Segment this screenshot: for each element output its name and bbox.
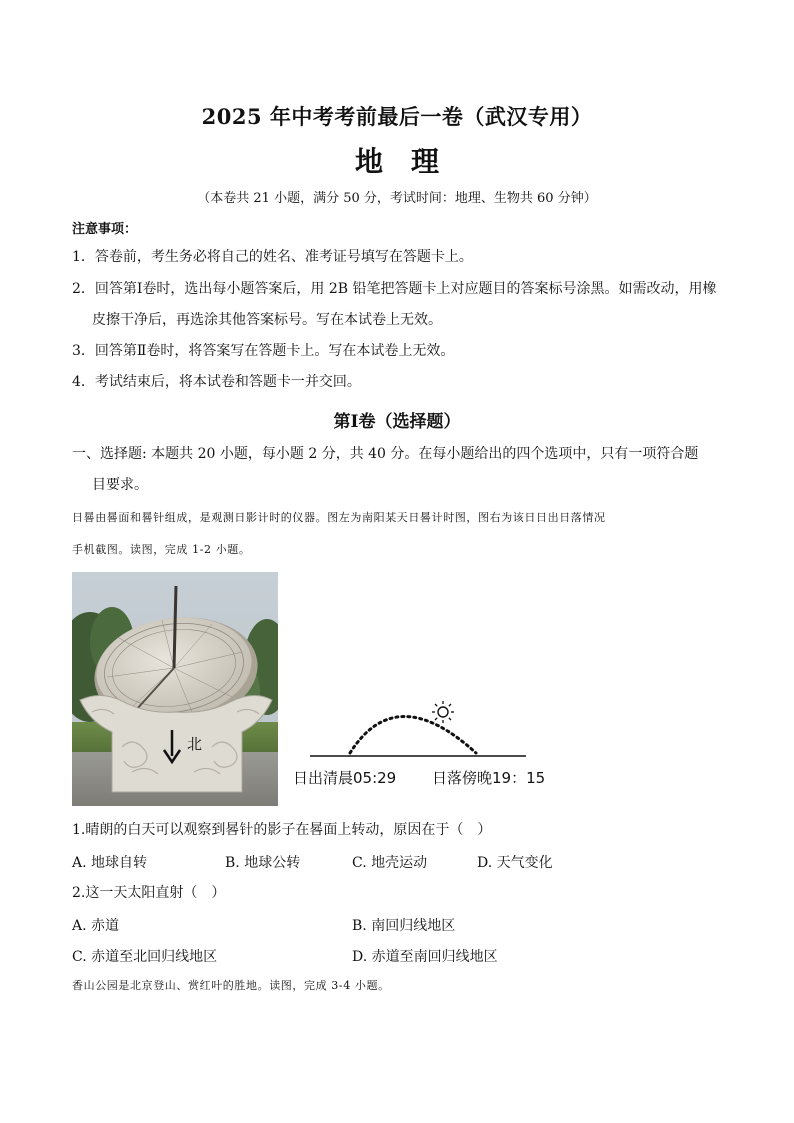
notice-item-2: 2．回答第Ⅰ卷时，选出每小题答案后，用 2B 铅笔把答题卡上对应题目的答案标号涂黑。如需改动，用橡 bbox=[72, 281, 717, 297]
exam-title: 2025 年中考考前最后一卷（武汉专用） bbox=[201, 104, 593, 129]
question-1-option-a[interactable]: A. 地球自转 bbox=[72, 855, 148, 871]
question-2-option-c[interactable]: C. 赤道至北回归线地区 bbox=[72, 949, 218, 965]
notice-item-4: 4．考试结束后，将本试卷和答题卡一并交回。 bbox=[72, 374, 361, 390]
question-2-option-a[interactable]: A. 赤道 bbox=[72, 918, 120, 934]
section-intro-cont: 目要求。 bbox=[92, 477, 148, 493]
question-2-option-b[interactable]: B. 南回归线地区 bbox=[352, 918, 456, 934]
question-2-option-d[interactable]: D. 赤道至南回归线地区 bbox=[352, 949, 498, 965]
question-2-stem: 2.这一天太阳直射（ ） bbox=[72, 885, 226, 901]
material-2-text: 香山公园是北京登山、赏红叶的胜地。读图，完成 3-4 小题。 bbox=[72, 979, 390, 992]
question-1-option-c[interactable]: C. 地壳运动 bbox=[352, 855, 428, 871]
notice-item-1: 1．答卷前，考生务必将自己的姓名、准考证号填写在答题卡上。 bbox=[72, 249, 473, 265]
subject-title: 地理 bbox=[354, 145, 467, 178]
sunset-label: 日落傍晚19：15 bbox=[432, 769, 546, 787]
section-title: 第Ⅰ卷（选择题） bbox=[333, 412, 461, 432]
section-intro: 一、选择题: 本题共 20 小题，每小题 2 分，共 40 分。在每小题给出的四个选项中，只有一项符合题 bbox=[72, 446, 699, 462]
exam-meta: （本卷共 21 小题，满分 50 分，考试时间：地理、生物共 60 分钟） bbox=[197, 191, 597, 206]
notice-heading: 注意事项： bbox=[72, 222, 138, 237]
question-1-option-b[interactable]: B. 地球公转 bbox=[225, 855, 301, 871]
question-1-option-d[interactable]: D. 天气变化 bbox=[477, 855, 553, 871]
material-text: 日晷由晷面和晷针组成，是观测日影计时的仪器。图左为南阳某天日晷计时图，图右为该日日出日落情况 bbox=[72, 511, 606, 524]
material-text-cont: 手机截图。读图，完成 1-2 小题。 bbox=[72, 543, 251, 556]
sun-icon bbox=[432, 701, 454, 723]
north-label: 北 bbox=[187, 735, 203, 753]
sundial-photo bbox=[72, 572, 278, 806]
question-1-stem: 1.晴朗的白天可以观察到晷针的影子在晷面上转动，原因在于（ ） bbox=[72, 822, 492, 838]
notice-item-3: 3．回答第Ⅱ卷时，将答案写在答题卡上。写在本试卷上无效。 bbox=[72, 343, 455, 359]
notice-item-2-cont: 皮擦干净后，再选涂其他答案标号。写在本试卷上无效。 bbox=[92, 312, 442, 328]
sunrise-label: 日出清晨05:29 bbox=[293, 769, 397, 787]
